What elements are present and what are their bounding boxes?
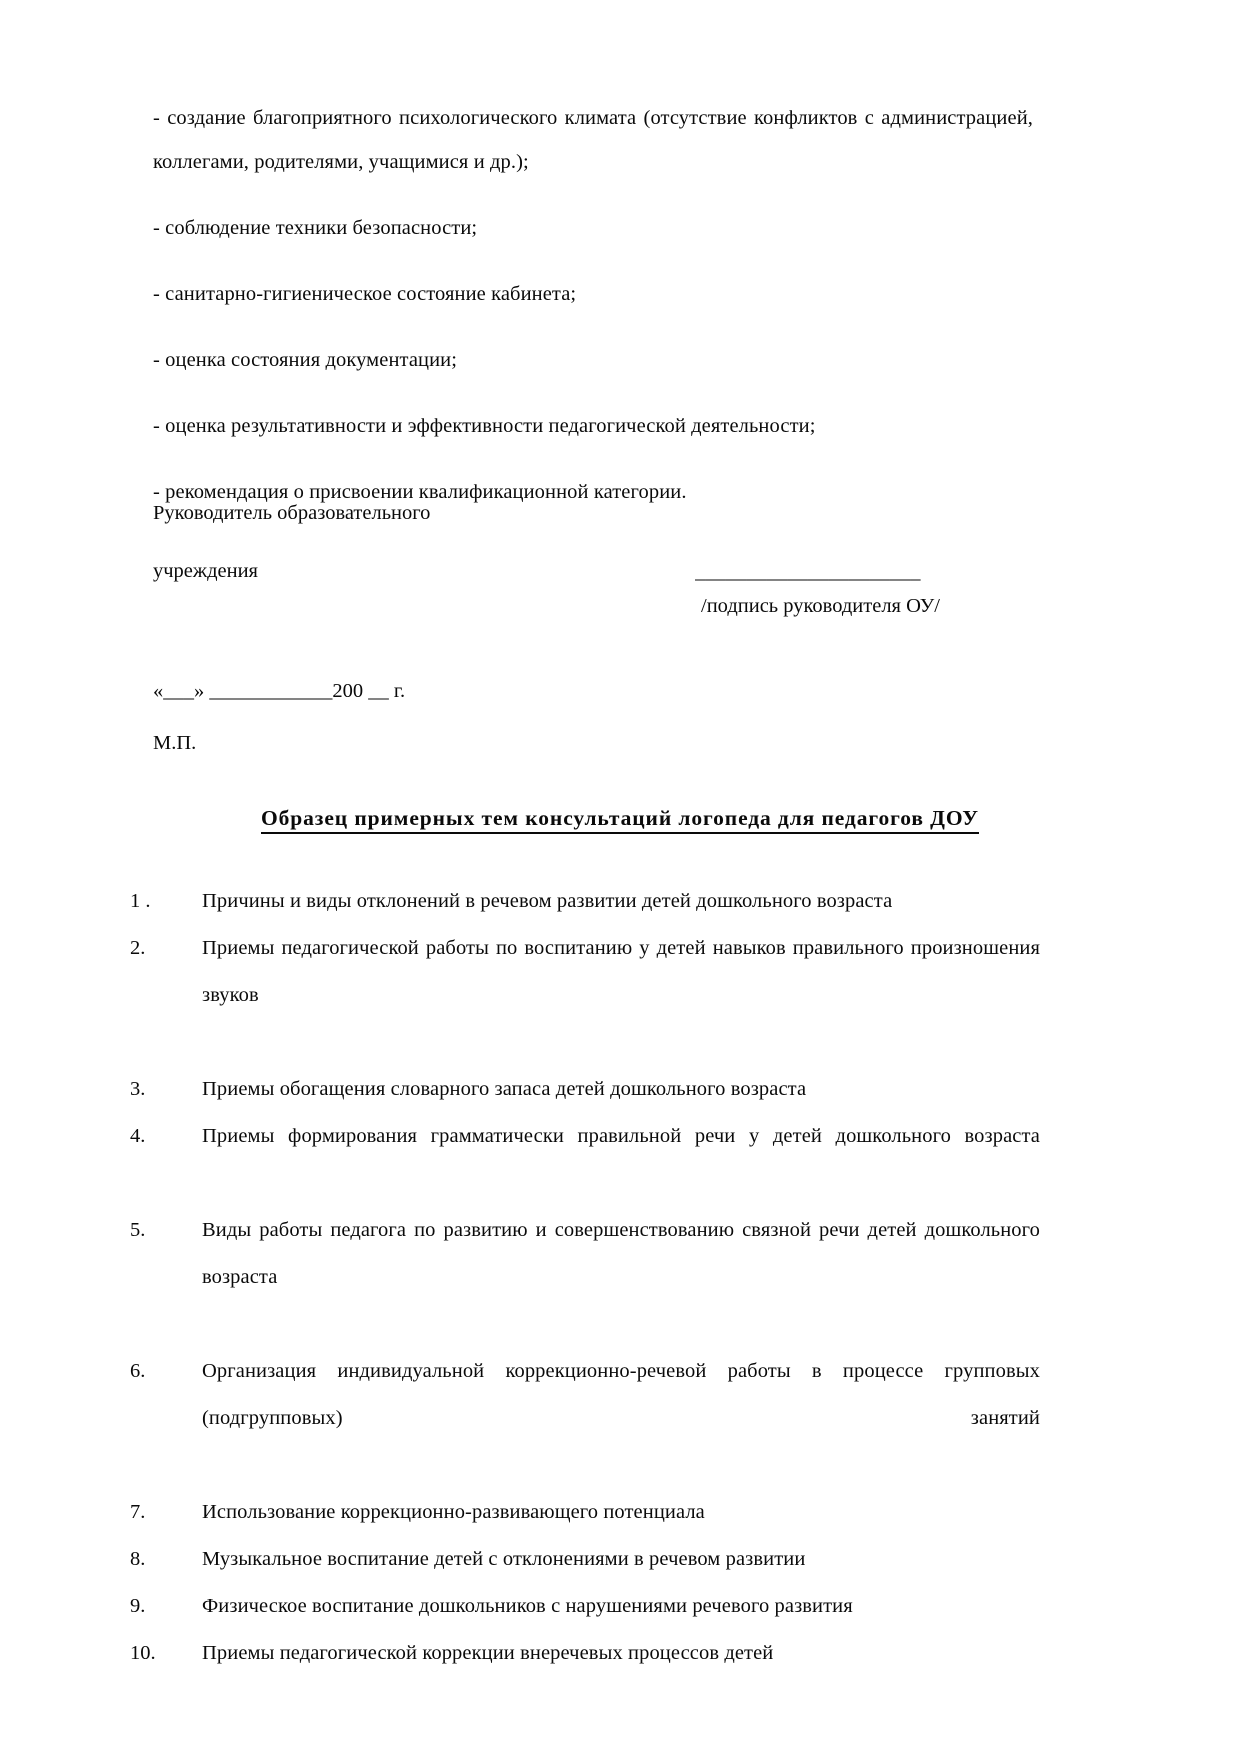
- signature-rule: ______________________: [695, 562, 921, 582]
- list-item-text: Музыкальное воспитание детей с отклонениями в речевом развитии: [202, 1548, 806, 1570]
- list-item-text: Приемы формирования грамматически правильной речи у детей дошкольного возраста: [202, 1125, 1040, 1147]
- date-field-line: «___» ____________200 __ г.: [153, 680, 406, 702]
- list-item: [128, 1207, 1040, 1348]
- list-item-text: Причины и виды отклонений в речевом развитии детей дошкольного возраста: [202, 890, 893, 912]
- list-item-number: 3.: [130, 1078, 146, 1100]
- list-item-number: 10.: [130, 1642, 156, 1664]
- list-item: [128, 1113, 1040, 1207]
- signature-caption: /подпись руководителя ОУ/: [701, 595, 940, 617]
- list-item-text: Приемы педагогической коррекции внеречевых процессов детей: [202, 1642, 774, 1664]
- list-item: [128, 1489, 1040, 1536]
- list-item-number: 8.: [130, 1548, 146, 1570]
- list-item: [128, 1536, 1040, 1583]
- list-item: [128, 1066, 1040, 1113]
- list-item-text: Физическое воспитание дошкольников с нарушениями речевого развития: [202, 1595, 853, 1617]
- bullet-item: - санитарно-гигиеническое состояние кабинета;: [153, 283, 577, 305]
- list-item-number: 9.: [130, 1595, 146, 1617]
- signatory-role-line-2: учреждения: [153, 560, 258, 582]
- consultation-topics-list: [128, 878, 1040, 1677]
- list-item: [128, 878, 1040, 925]
- list-item-text: Организация индивидуальной коррекционно-речевой работы в процессе групповых (подгрупповых) занятий: [202, 1360, 1040, 1429]
- list-item-text: Приемы педагогической работы по воспитанию у детей навыков правильного произношения звуков: [202, 937, 1040, 1006]
- list-item-number: 4.: [130, 1125, 146, 1147]
- seal-marker: М.П.: [153, 732, 197, 754]
- list-item-text: Приемы обогащения словарного запаса детей дошкольного возраста: [202, 1078, 807, 1100]
- section-heading-text: Образец примерных тем консультаций логопеда для педагогов ДОУ: [261, 806, 979, 834]
- list-item: [128, 1630, 1040, 1677]
- bullet-item: - оценка результативности и эффективности педагогической деятельности;: [153, 415, 816, 437]
- signature-block: [153, 498, 1033, 617]
- list-item-number: 7.: [130, 1501, 146, 1523]
- bullet-item: - создание благоприятного психологического климата (отсутствие конфликтов с администрацией, коллегами, родителями, учащимися и др.);: [153, 107, 1033, 173]
- bullet-item: - рекомендация о присвоении квалификационной категории.: [153, 481, 687, 503]
- section-heading: [0, 806, 1240, 831]
- list-item-number: 6.: [130, 1360, 146, 1382]
- list-item: [128, 925, 1040, 1066]
- list-item: [128, 1583, 1040, 1630]
- criteria-bullet-list: [153, 96, 1033, 536]
- list-item-number: 1 .: [130, 890, 151, 912]
- list-item-text: Виды работы педагога по развитию и совершенствованию связной речи детей дошкольного возраста: [202, 1219, 1040, 1288]
- bullet-item: - соблюдение техники безопасности;: [153, 217, 478, 239]
- list-item: [128, 1348, 1040, 1489]
- bullet-item: - оценка состояния документации;: [153, 349, 458, 371]
- list-item-number: 2.: [130, 937, 146, 959]
- signatory-role-line-1: Руководитель образовательного: [153, 502, 431, 524]
- list-item-text: Использование коррекционно-развивающего потенциала: [202, 1501, 705, 1523]
- list-item-number: 5.: [130, 1219, 146, 1241]
